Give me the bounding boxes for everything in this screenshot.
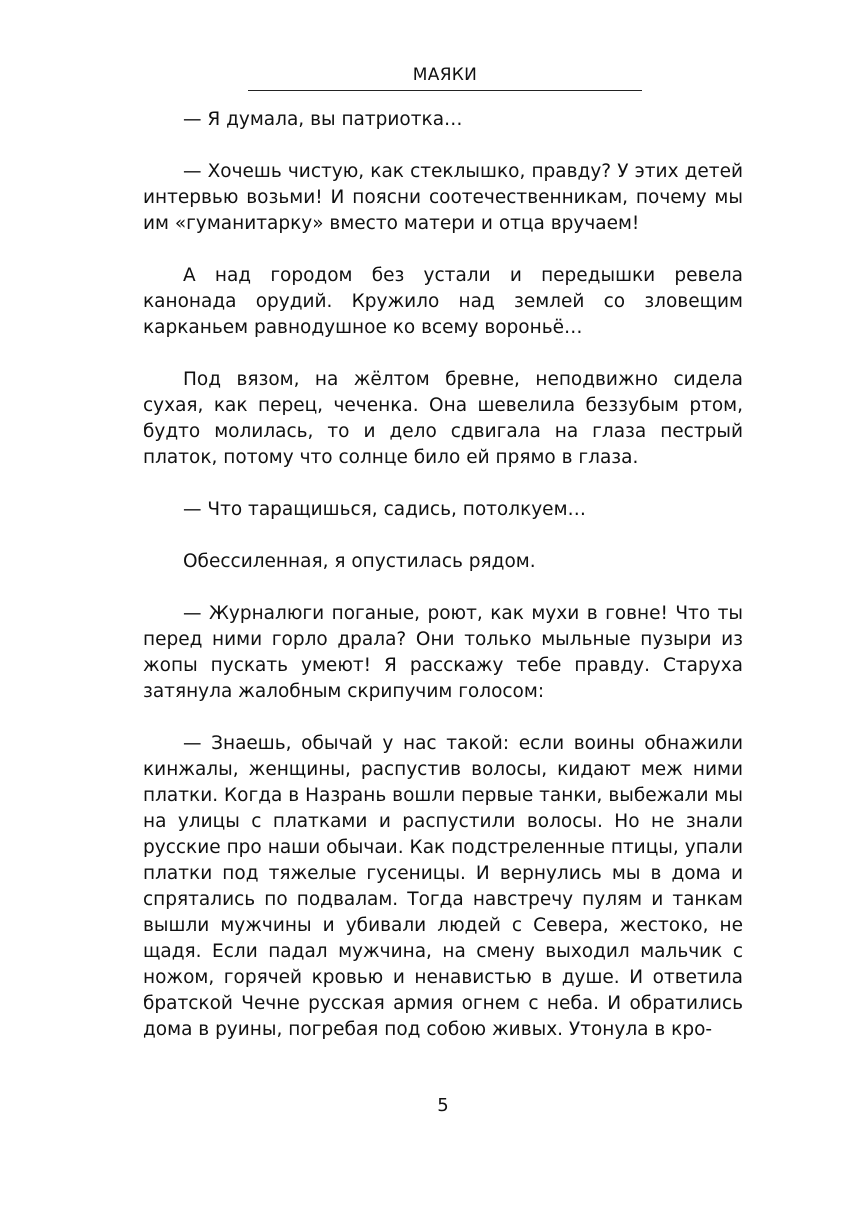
paragraph: — Журналюги поганые, роют, как мухи в говне! Что ты перед ними горло драла? Они только мыльные пузыри из жопы пускать умеют! Я расскажу тебе правду. Старуха затянула жалобным скрипучим голосом: xyxy=(143,603,743,702)
page-number: 5 xyxy=(437,1095,449,1116)
paragraph: А над городом без устали и передышки ревела канонада орудий. Кружило над землей со зловещим карканьем равнодушное ко всему вороньё… xyxy=(143,265,743,338)
paragraph: Обессиленная, я опустилась рядом. xyxy=(183,551,536,572)
paragraph: — Я думала, вы патриотка… xyxy=(183,109,463,130)
paragraph: — Знаешь, обычай у нас такой: если воины обнажили кинжалы, женщины, распустив волосы, кидают меж ними платки. Когда в Назрань вошли первые танки, выбежали мы на улицы с платками и распустили волосы. Но не знали русские про наши обычаи. Как подстреленные птицы, упали платки под тяжелые гусеницы. И вернулись мы в дома и спрятались по подвалам. Тогда навстречу пулям и танкам вышли мужчины и убивали людей с Севера, жестоко, не щадя. Если падал мужчина, на смену выходил мальчик с ножом, горячей кровью и ненавистью в душе. И ответила братской Чечне русская армия огнем с неба. И обратились дома в руины, погребая под собою живых. Утонула в кро- xyxy=(143,733,743,1040)
body-text xyxy=(143,107,743,1043)
running-head: МАЯКИ xyxy=(248,64,642,91)
paragraph: Под вязом, на жёлтом бревне, неподвижно сидела сухая, как перец, чеченка. Она шевелила беззубым ртом, будто молилась, то и дело сдвигала на глаза пестрый платок, потому что солнце било ей прямо в глаза. xyxy=(143,369,743,468)
paragraph: — Хочешь чистую, как стеклышко, правду? У этих детей интервью возьми! И поясни соотечественникам, почему мы им «гуманитарку» вместо матери и отца вручаем! xyxy=(143,161,743,234)
paragraph: — Что таращишься, садись, потолкуем… xyxy=(183,499,587,520)
